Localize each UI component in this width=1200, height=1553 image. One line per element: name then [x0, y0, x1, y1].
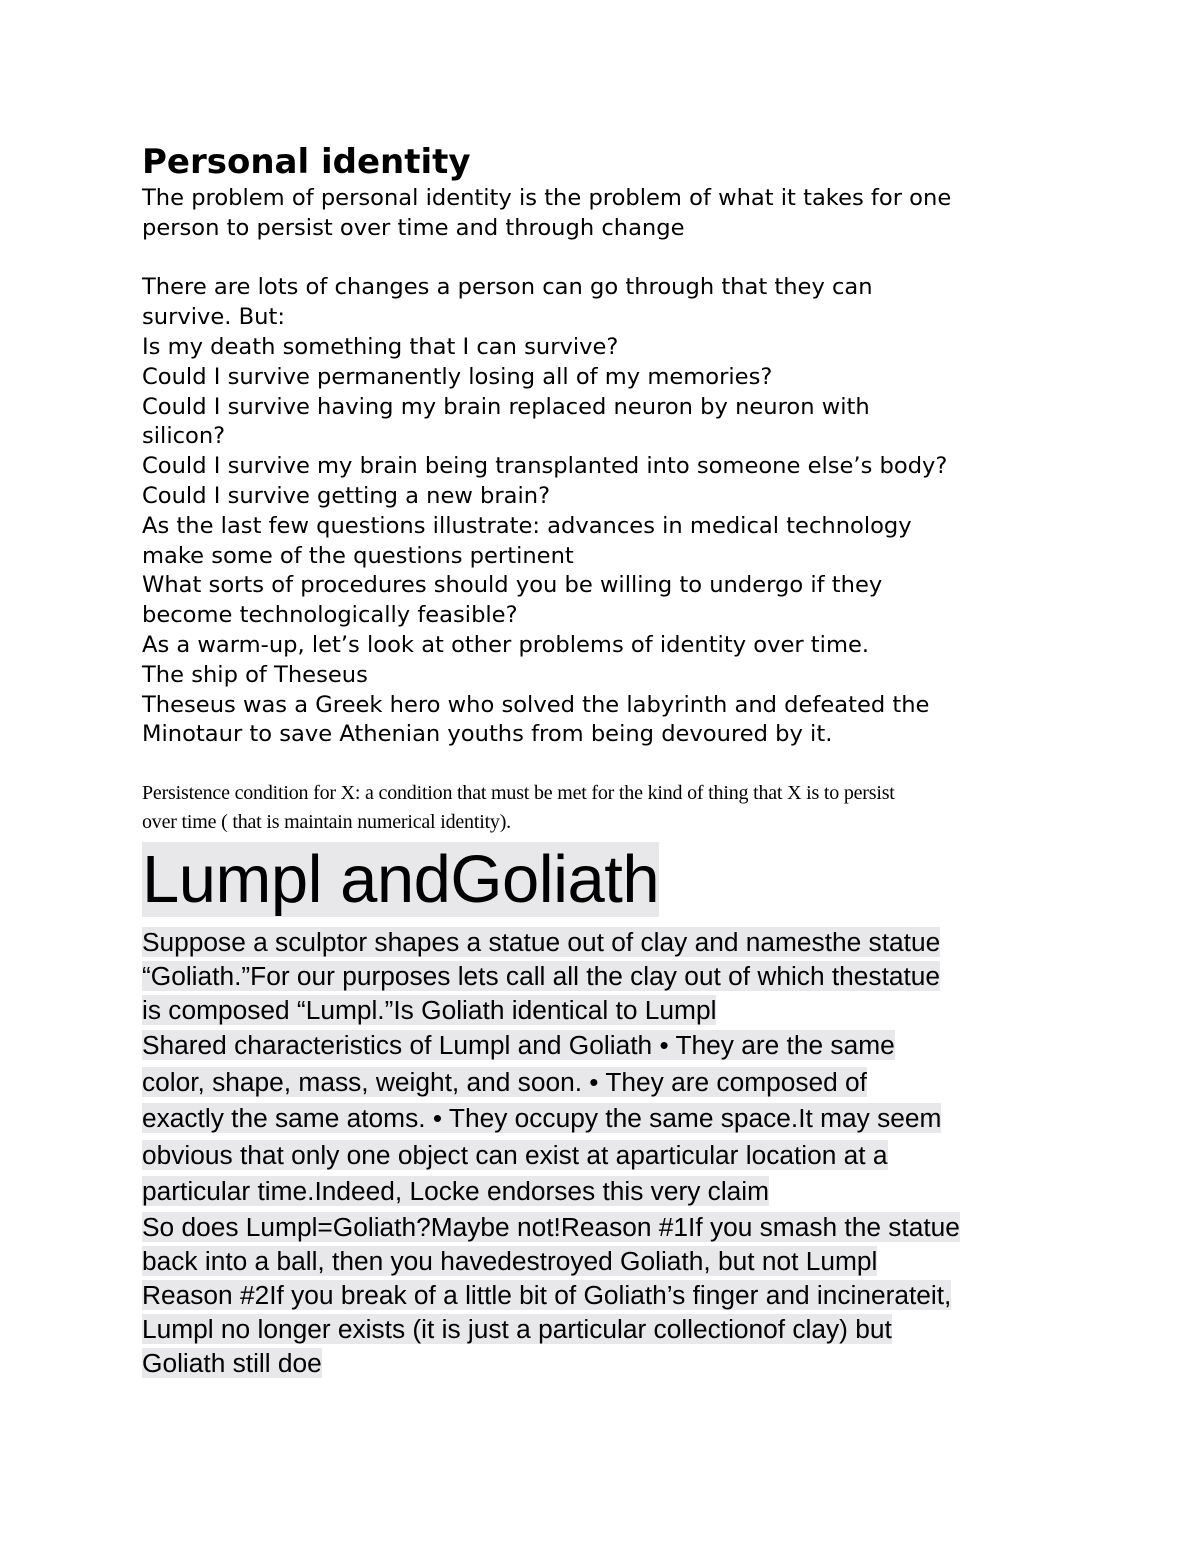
- page-title: Personal identity: [142, 142, 471, 182]
- definition-line: over time ( that is maintain numerical identity).: [142, 811, 511, 834]
- intro-paragraph: [142, 184, 1062, 244]
- body-line: Could I survive my brain being transplanted into someone else’s body?: [142, 453, 948, 480]
- body-line: make some of the questions pertinent: [142, 542, 574, 569]
- body-paragraph: [142, 273, 1062, 750]
- body-line: The ship of Theseus: [142, 661, 368, 688]
- paragraph-line: back into a ball, then you havedestroyed Goliath, but not Lumpl: [142, 1246, 878, 1277]
- section-heading-text: Lumpl andGoliath: [142, 842, 660, 918]
- paragraph-line: “Goliath.”For our purposes lets call all the clay out of which thestatue: [142, 961, 941, 992]
- definition-line: Persistence condition for X: a condition that must be met for the kind of thing that X is to persist: [142, 782, 895, 805]
- intro-line: The problem of personal identity is the problem of what it takes for one: [142, 185, 952, 211]
- body-line: become technologically feasible?: [142, 602, 518, 629]
- paragraph-line: Lumpl no longer exists (it is just a particular collectionof clay) but: [142, 1314, 892, 1345]
- paragraph-line: is composed “Lumpl.”Is Goliath identical to Lumpl: [142, 995, 717, 1026]
- body-line: Could I survive having my brain replaced neuron by neuron with: [142, 393, 870, 420]
- paragraph-spacer: [142, 750, 1062, 779]
- persistence-definition: [142, 779, 1062, 837]
- body-line: Could I survive permanently losing all of my memories?: [142, 363, 773, 390]
- goliath-paragraph-3: [142, 1210, 1062, 1380]
- body-line: As a warm-up, let’s look at other problems of identity over time.: [142, 631, 870, 658]
- paragraph-line: Suppose a sculptor shapes a statue out of clay and namesthe statue: [142, 927, 941, 958]
- intro-line: person to persist over time and through change: [142, 214, 685, 241]
- body-line: There are lots of changes a person can go through that they can: [142, 274, 873, 301]
- paragraph-line: obvious that only one object can exist at aparticular location at a: [142, 1139, 888, 1170]
- paragraph-line: Shared characteristics of Lumpl and Goliath • They are the same: [142, 1030, 895, 1061]
- body-line: silicon?: [142, 423, 226, 450]
- body-line: survive. But:: [142, 304, 285, 331]
- paragraph-line: Reason #2If you break of a little bit of Goliath’s finger and incinerateit,: [142, 1280, 952, 1311]
- body-line: Is my death something that I can survive?: [142, 333, 619, 360]
- document-page: [142, 140, 1062, 1380]
- paragraph-line: color, shape, mass, weight, and soon. • They are composed of: [142, 1066, 867, 1097]
- paragraph-line: exactly the same atoms. • They occupy the same space.It may seem: [142, 1103, 942, 1134]
- paragraph-line: particular time.Indeed, Locke endorses this very claim: [142, 1176, 770, 1207]
- goliath-paragraph-1: [142, 925, 1062, 1027]
- section-heading: [142, 837, 1062, 923]
- body-line: As the last few questions illustrate: advances in medical technology: [142, 512, 912, 539]
- body-line: Theseus was a Greek hero who solved the labyrinth and defeated the: [142, 691, 930, 718]
- goliath-paragraph-2: [142, 1027, 1062, 1210]
- body-line: Could I survive getting a new brain?: [142, 482, 551, 509]
- body-line: Minotaur to save Athenian youths from being devoured by it.: [142, 721, 833, 748]
- paragraph-line: So does Lumpl=Goliath?Maybe not!Reason #1If you smash the statue: [142, 1211, 960, 1242]
- body-line: What sorts of procedures should you be willing to undergo if they: [142, 572, 883, 599]
- paragraph-line: Goliath still doe: [142, 1348, 322, 1379]
- paragraph-spacer: [142, 244, 1062, 274]
